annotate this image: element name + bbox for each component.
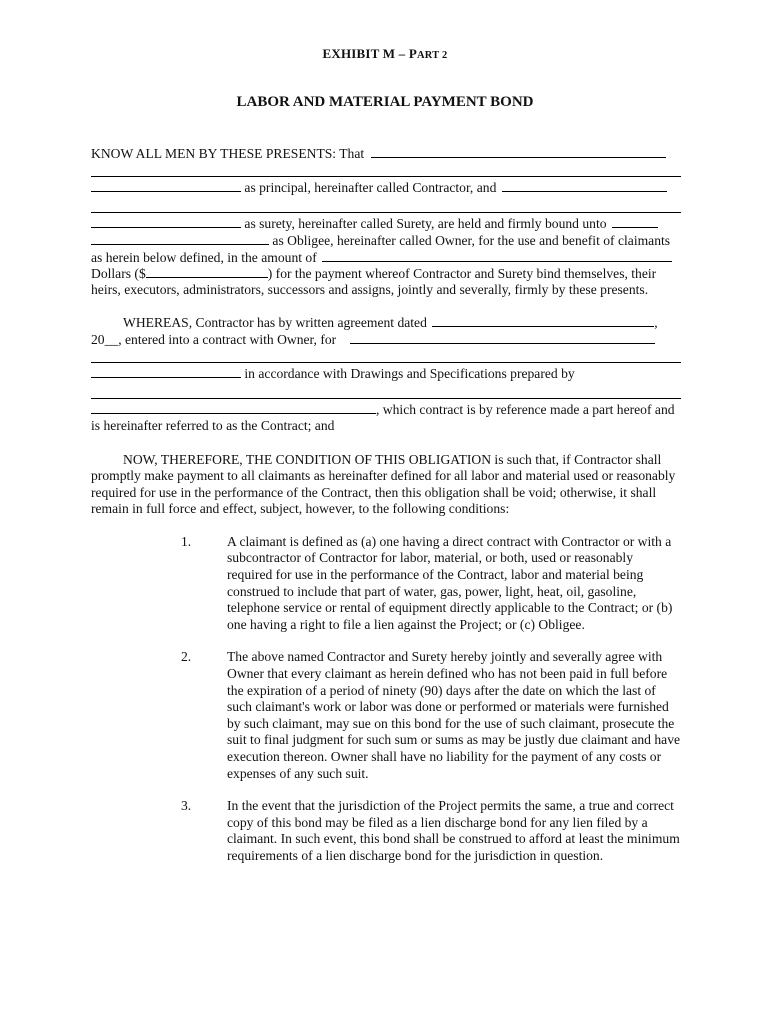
- document-body: [91, 145, 681, 865]
- contractor-name-blank-continued[interactable]: [91, 162, 681, 177]
- obligee-name-blank[interactable]: [612, 215, 658, 228]
- amount-words-blank[interactable]: [322, 249, 672, 262]
- whereas-line-1: [91, 314, 681, 331]
- obligee-blank[interactable]: [91, 232, 269, 245]
- whereas-comma: ,: [654, 315, 658, 331]
- intro-obligee-line: [91, 232, 681, 249]
- intro-know-all-men-text: KNOW ALL MEN BY THESE PRESENTS: That: [91, 146, 365, 161]
- contractor-name-blank[interactable]: [371, 145, 666, 158]
- drawings-blank[interactable]: [91, 365, 241, 378]
- whereas-contract-line: [91, 401, 681, 418]
- amount-figure-blank[interactable]: [146, 265, 268, 278]
- whereas-hereinafter-line: is hereinafter referred to as the Contract; and: [91, 417, 335, 433]
- intro-principal-line: [91, 179, 681, 196]
- whereas-year-text: 20__, entered into a contract with Owner, for: [91, 331, 337, 347]
- condition-item-2: [181, 649, 681, 782]
- intro-line-1: [91, 145, 681, 162]
- surety-name-blank[interactable]: [502, 179, 667, 192]
- project-description-blank[interactable]: [350, 331, 655, 344]
- intro-dollars-line: [91, 265, 681, 282]
- whereas-line-2: [91, 331, 681, 348]
- principal-blank[interactable]: [91, 179, 241, 192]
- item-text: In the event that the jurisdiction of the Project permits the same, a true and correct copy of this bond may be filed as a lien discharge bond for any lien filed by a claimant. In such event, this bond shall be construed to afford at least the minimum requirements of a lien discharge bond for the jurisdiction in question.: [227, 798, 680, 863]
- project-description-blank-continued[interactable]: [91, 348, 681, 363]
- intro-surety-line: [91, 215, 681, 232]
- exhibit-heading-main: EXHIBIT M – P: [322, 46, 417, 61]
- exhibit-heading: [0, 46, 770, 62]
- intro-obligee-text: as Obligee, hereinafter called Owner, for the use and benefit of claimants: [272, 232, 671, 248]
- item-text: The above named Contractor and Surety hereby jointly and severally agree with Owner that every claimant as herein defined who has not been paid in full before the expiration of a period of ninety (90) days after the date on which the last of such claimant's work or labor was done or performed or materials were furnished by such claimant, may sue on this bond for the use of such claimant, prosecute the suit to final judgment for such sum or sums as may be justly due claimant and have execution thereon. Owner shall have no liability for the payment of any costs or expenses of any such suit.: [227, 649, 681, 781]
- architect-name-blank-continued[interactable]: [91, 401, 376, 414]
- exhibit-heading-smallcaps: ART 2: [416, 50, 448, 61]
- condition-paragraph: [91, 452, 681, 518]
- item-number: 2.: [181, 649, 192, 665]
- surety-name-blank-continued[interactable]: [91, 198, 681, 213]
- intro-amount-text: as herein below defined, in the amount of: [91, 249, 317, 265]
- whereas-text: WHEREAS, Contractor has by written agreement dated: [123, 315, 427, 331]
- item-number: 1.: [181, 533, 192, 549]
- condition-text: NOW, THEREFORE, THE CONDITION OF THIS OBLIGATION is such that, if Contractor shall promptly make payment to all claimants as hereinafter defined for all labor and material used or reasonably required for use in the performance of the Contract, then this obligation shall be void; otherwise, it shall remain in full force and effect, subject, however, to the following conditions:: [91, 451, 676, 517]
- document-title: LABOR AND MATERIAL PAYMENT BOND: [236, 94, 534, 110]
- whereas-contract-text: , which contract is by reference made a part hereof and: [376, 402, 675, 418]
- architect-name-blank[interactable]: [91, 384, 681, 399]
- intro-principal-text: as principal, hereinafter called Contractor, and: [244, 180, 497, 196]
- condition-item-1: [181, 533, 681, 634]
- item-text: A claimant is defined as (a) one having a direct contract with Contractor or with a subcontractor of Contractor for labor, material, or both, used or reasonably required for use in the performance of the Contract, labor and material being construed to include that part of water, gas, power, light, heat, oil, gasoline, telephone service or rental of equipment directly applicable to the Contract; or (b) one having a right to file a lien against the Project; or (c) Obligee.: [227, 533, 673, 632]
- intro-dollars-prefix: Dollars ($: [91, 266, 146, 282]
- whereas-drawings-text: in accordance with Drawings and Specifications prepared by: [244, 366, 575, 382]
- condition-item-3: [181, 798, 681, 864]
- agreement-date-blank[interactable]: [432, 314, 654, 327]
- intro-surety-text: as surety, hereinafter called Surety, are held and firmly bound unto: [244, 216, 607, 232]
- intro-heirs-line: heirs, executors, administrators, successors and assigns, jointly and severally, firmly by these presents.: [91, 281, 649, 297]
- surety-blank[interactable]: [91, 215, 241, 228]
- whereas-drawings-line: [91, 365, 681, 382]
- item-number: 3.: [181, 798, 192, 814]
- intro-dollars-suffix: ) for the payment whereof Contractor and Surety bind themselves, their: [267, 266, 657, 282]
- intro-amount-line: [91, 249, 681, 266]
